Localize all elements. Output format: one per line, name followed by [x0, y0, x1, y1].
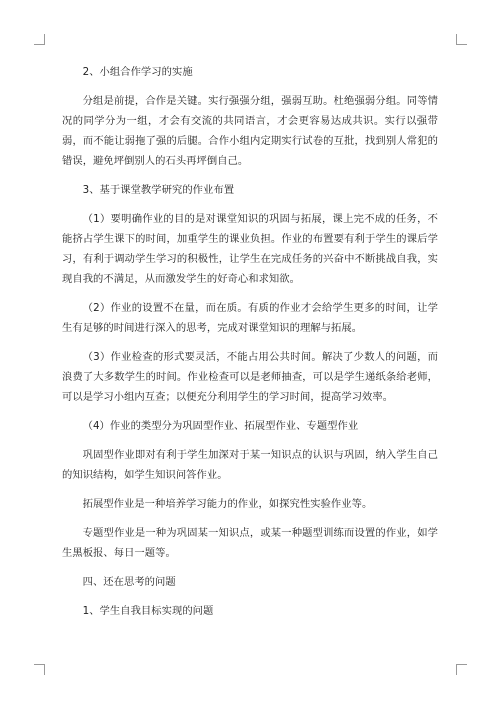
paragraph: 巩固型作业即对有利于学生加深对于某一知识点的认识与巩固，纳入学生自己的知识结构，如学生知识问答作业。	[62, 449, 438, 481]
paragraph: （3）作业检查的形式要灵活，不能占用公共时间。解决了少数人的问题，而浪费了大多数学生的时间。作业检查可以是老师抽查，可以是学生递纸条给老师，可以是学习小组内互查；以便充分利用学生的学习时间，提高学习效率。	[62, 351, 438, 403]
section-heading: 1、学生自我目标实现的问题	[82, 605, 214, 617]
section-heading: 3、基于课堂教学研究的作业布置	[82, 184, 235, 196]
crop-mark-top-left	[34, 34, 45, 45]
paragraph: 专题型作业是一种为巩固某一知识点，或某一种题型训练而设置的作业，如学生黑板报、每日一题等。	[62, 527, 438, 559]
paragraph: （2）作业的设置不在量，而在质。有质的作业才会给学生更多的时间，让学生有足够的时间进行深入的思考，完成对课堂知识的理解与拓展。	[62, 302, 438, 334]
crop-mark-top-right	[456, 34, 467, 45]
crop-mark-bottom-left	[34, 664, 45, 675]
section-heading: 四、还在思考的问题	[82, 576, 176, 588]
document-body	[62, 62, 438, 630]
paragraph: （1）要明确作业的目的是对课堂知识的巩固与拓展，课上完不成的任务，不能挤占学生课下的时间，加重学生的课业负担。作业的布置要有利于学生的课后学习，有利于调动学生学习的积极性，让学生在完成任务的兴奋中不断挑战自我，实现自我的不满足，从而激发学生的好奇心和求知欲。	[62, 213, 438, 285]
paragraph: 拓展型作业是一种培养学习能力的作业，如探究性实验作业等。	[82, 498, 373, 510]
paragraph: 分组是前提，合作是关键。实行强强分组，强弱互助。杜绝强弱分组。同等情况的同学分为一组，才会有交流的共同语言，才会更容易达成共识。实行以强带弱，而不能让弱拖了强的后腿。合作小组内定期实行试卷的互批，找到别人常犯的错误，避免坪倒别人的石头再坪倒自己。	[62, 95, 438, 167]
section-heading: 2、小组合作学习的实施	[82, 66, 193, 78]
paragraph: （4）作业的类型分为巩固型作业、拓展型作业、专题型作业	[82, 420, 359, 432]
crop-mark-bottom-right	[456, 664, 467, 675]
